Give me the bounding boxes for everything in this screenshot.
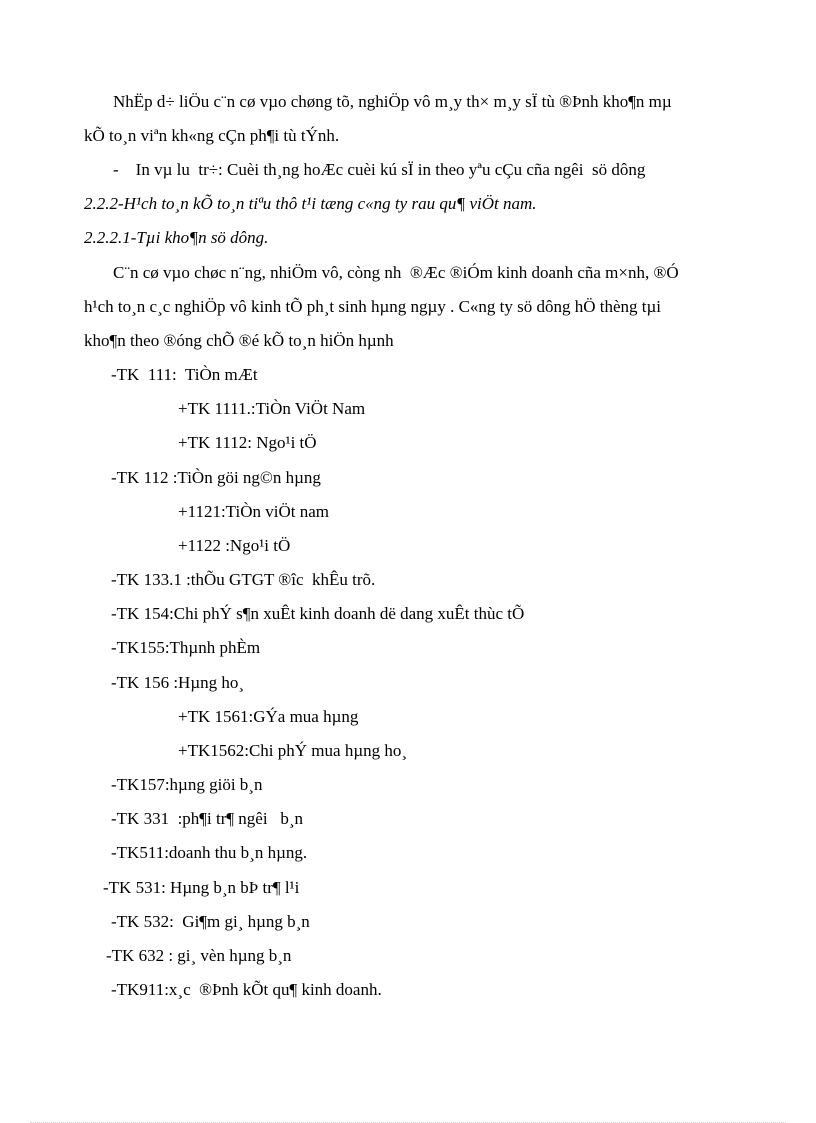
account-item: -TK 632 : gi¸ vèn hµng b¸n [106, 946, 292, 965]
sub-account-item: +TK1562:Chi phÝ mua hµng ho¸ [178, 741, 408, 760]
paragraph-line: kho¶n theo ®óng chÕ ®é kÕ to¸n hiÖn hµnh [84, 331, 394, 350]
account-item: -TK 331 :ph¶i tr¶ ngêi b¸n [111, 809, 303, 828]
account-item: -TK 111: TiÒn mÆt [111, 365, 258, 384]
paragraph-line: kÕ to¸n viªn kh«ng cÇn ph¶i tù tÝnh. [84, 126, 340, 145]
account-item: -TK155:Thµnh phÈm [111, 638, 261, 657]
account-item: -TK157:hµng giöi b¸n [111, 775, 263, 794]
paragraph-line: C¨n cø vµo chøc n¨ng, nhiÖm vô, còng nh ®Æc ®iÓm kinh doanh cña m×nh, ®Ó [113, 263, 679, 282]
account-item: -TK 156 :Hµng ho¸ [111, 673, 245, 692]
sub-account-item: +TK 1561:GÝa mua hµng [178, 707, 359, 726]
sub-account-item: +TK 1111.:TiÒn ViÖt Nam [178, 399, 366, 418]
sub-account-item: +1122 :Ngo¹i tÖ [178, 536, 291, 555]
sub-account-item: +1121:TiÒn viÖt nam [178, 502, 329, 521]
account-item: -TK911:x¸c ®Þnh kÕt qu¶ kinh doanh. [111, 980, 382, 999]
paragraph-line: h¹ch to¸n c¸c nghiÖp vô kinh tÕ ph¸t sinh hµng ngµy . C«ng ty sö dông hÖ thèng tµi [84, 297, 662, 316]
account-item: -TK511:doanh thu b¸n hµng. [111, 843, 308, 862]
paragraph-line: NhËp d÷ liÖu c¨n cø vµo chøng tõ, nghiÖp vô m¸y th× m¸y sÏ tù ®Þnh kho¶n mµ [113, 92, 672, 111]
sub-account-item: +TK 1112: Ngo¹i tÖ [178, 433, 317, 452]
list-item: - In vµ lu tr÷: Cuèi th¸ng hoÆc cuèi kú sÏ in theo yªu cÇu cña ngêi sö dông [113, 160, 646, 179]
account-item: -TK 112 :TiÒn göi ng©n hµng [111, 468, 321, 487]
account-item: -TK 532: Gi¶m gi¸ hµng b¸n [111, 912, 310, 931]
section-heading: 2.2.2-H¹ch to¸n kÕ to¸n tiªu thô t¹i tæng c«ng ty rau qu¶ viÖt nam. [84, 194, 537, 213]
account-item: -TK 531: Hµng b¸n bÞ tr¶ l¹i [103, 878, 300, 897]
subsection-heading: 2.2.2.1-Tµi kho¶n sö dông. [84, 228, 269, 247]
account-item: -TK 154:Chi phÝ s¶n xuÊt kinh doanh dë dang xuÊt thùc tÕ [111, 604, 525, 623]
account-item: -TK 133.1 :thÕu GTGT ®îc khÊu trõ. [111, 570, 376, 589]
